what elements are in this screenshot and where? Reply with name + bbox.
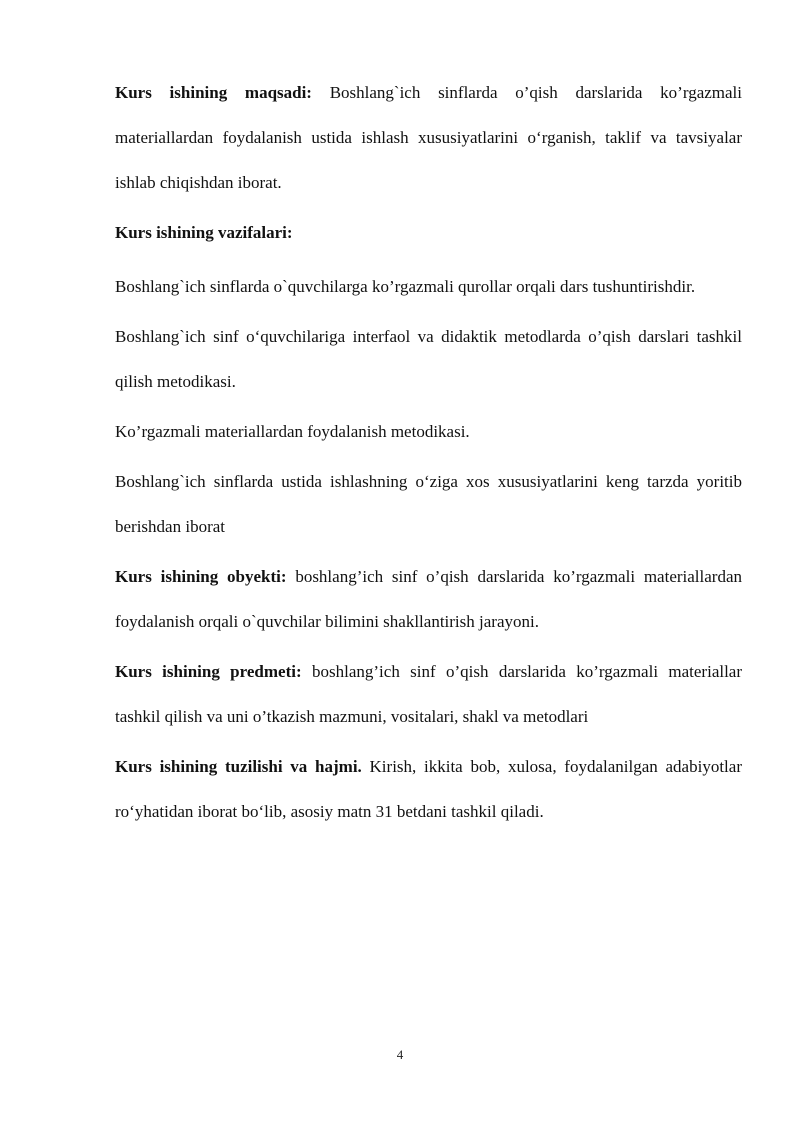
task-item-text: Boshlang`ich sinflarda o`quvchilarga ko’rgazmali qurollar orqali dars tushuntirishdir. (115, 277, 696, 296)
document-page (115, 70, 742, 839)
paragraph-goal (115, 70, 742, 205)
paragraph-goal-text: Boshlang`ich sinflarda o’qish darslarida ko’rgazmali materiallardan foydalanish ustida ishlash xususiyatlarini o‘rganish, taklif va tavsiyalar ishlab chiqishdan iborat. (115, 83, 743, 192)
page-number: 4 (396, 1047, 404, 1062)
tasks-heading-text: Kurs ishining vazifalari: (115, 223, 293, 242)
task-item (115, 459, 742, 549)
task-item (115, 409, 742, 454)
paragraph-structure (115, 744, 742, 834)
task-item-text: Boshlang`ich sinf o‘quvchilariga interfaol va didaktik metodlarda o’qish darslari tashkil qilish metodikasi. (115, 327, 742, 391)
paragraph-structure-text: Kirish, ikkita bob, xulosa, foydalanilgan adabiyotlar ro‘yhatidan iborat bo‘lib, asosiy matn 31 betdani tashkil qiladi. (115, 757, 742, 821)
task-item-text: Boshlang`ich sinflarda ustida ishlashning o‘ziga xos xususiyatlarini keng tarzda yoritib berishdan iborat (115, 472, 742, 536)
paragraph-object-text: boshlang’ich sinf o’qish darslarida ko’rgazmali materiallardan foydalanish orqali o`quvchilar bilimini shakllantirish jarayoni. (115, 567, 742, 631)
paragraph-subject-text: boshlang’ich sinf o’qish darslarida ko’rgazmali materiallar tashkil qilish va uni o’tkazish mazmuni, vositalari, shakl va metodlari (115, 662, 743, 726)
paragraph-structure-heading: Kurs ishining tuzilishi va hajmi. (115, 757, 362, 776)
paragraph-object-heading: Kurs ishining obyekti: (115, 567, 287, 586)
paragraph-subject-heading: Kurs ishining predmeti: (115, 662, 302, 681)
task-item-text: Ko’rgazmali materiallardan foydalanish metodikasi. (115, 422, 470, 441)
task-item (115, 264, 742, 309)
paragraph-subject (115, 649, 742, 739)
paragraph-goal-heading: Kurs ishining maqsadi: (115, 83, 312, 102)
task-item (115, 314, 742, 404)
paragraph-object (115, 554, 742, 644)
tasks-heading (115, 210, 742, 255)
